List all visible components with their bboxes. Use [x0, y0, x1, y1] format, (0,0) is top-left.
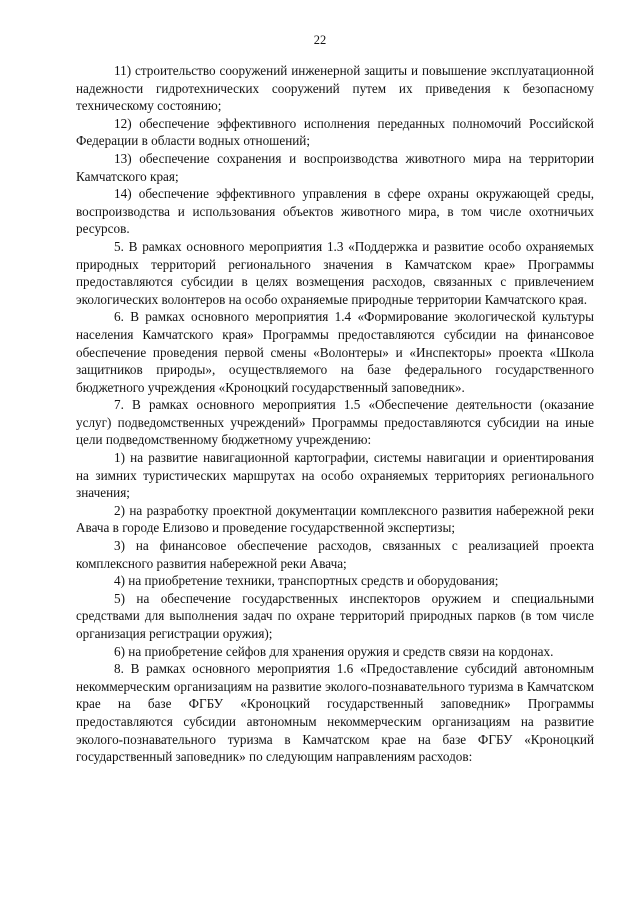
- section-7-paragraph: 7. В рамках основного мероприятия 1.5 «Обеспечение деятельности (оказание услуг) подведомственных учреждений» Программы предоставляются субсидии на иные цели подведомственному бюджетному учреждению:: [76, 397, 594, 448]
- section-5-paragraph: 5. В рамках основного мероприятия 1.3 «Поддержка и развитие особо охраняемых природных территорий регионального значения в Камчатском крае» Программы предоставляются субсидии в целях возмещения расходов, связанных с привлечением экологических волонтеров на особо охраняемые природные территории Камчатского края.: [76, 238, 594, 307]
- subitem-5: 5) на обеспечение государственных инспекторов оружием и специальными средствами для выполнения задач по охране территорий природных парков (в том числе организация регистрации оружия);: [76, 590, 594, 641]
- list-item-13: 13) обеспечение сохранения и воспроизводства животного мира на территории Камчатского края;: [76, 150, 594, 184]
- subitem-6: 6) на приобретение сейфов для хранения оружия и средств связи на кордонах.: [114, 643, 554, 659]
- subitem-4: 4) на приобретение техники, транспортных средств и оборудования;: [114, 573, 499, 589]
- section-6-paragraph: 6. В рамках основного мероприятия 1.4 «Формирование экологической культуры населения Камчатского края» Программы предоставляются субсидии на финансовое обеспечение проведения первой смены «Волонтеры» и «Инспекторы» проекта «Школа защитников природы», осуществляемого на базе федерального государственного бюджетного учреждения «Кроноцкий государственный заповедник».: [76, 309, 594, 395]
- section-8-paragraph: 8. В рамках основного мероприятия 1.6 «Предоставление субсидий автономным некоммерческим организациям на развитие эколого-познавательного туризма в Камчатском крае на базе ФГБУ «Кроноцкий государственный заповедник» Программы предоставляются субсидии автономным некоммерческим организациям на развитие эколого-познавательного туризма в Камчатском крае на базе ФГБУ «Кроноцкий государственный заповедник» по следующим направлениям расходов:: [76, 661, 594, 765]
- list-item-12: 12) обеспечение эффективного исполнения переданных полномочий Российской Федерации в области водных отношений;: [76, 115, 594, 149]
- page-number: 22: [313, 33, 327, 47]
- subitem-2: 2) на разработку проектной документации комплексного развития набережной реки Авача в городе Елизово и проведение государственной экспертизы;: [76, 502, 594, 536]
- list-item-14: 14) обеспечение эффективного управления в сфере охраны окружающей среды, воспроизводства и использования объектов животного мира, в том числе охотничьих ресурсов.: [76, 186, 594, 237]
- subitem-3: 3) на финансовое обеспечение расходов, связанных с реализацией проекта комплексного развития набережной реки Авача;: [76, 538, 594, 571]
- list-item-11: 11) строительство сооружений инженерной защиты и повышение эксплуатационной надежности гидротехнических сооружений путем их приведения к безопасному техническому состоянию;: [76, 63, 594, 114]
- subitem-1: 1) на развитие навигационной картографии, системы навигации и ориентирования на зимних туристических маршрутах на особо охраняемых территориях регионального значения;: [76, 450, 594, 501]
- body-text: [76, 62, 594, 766]
